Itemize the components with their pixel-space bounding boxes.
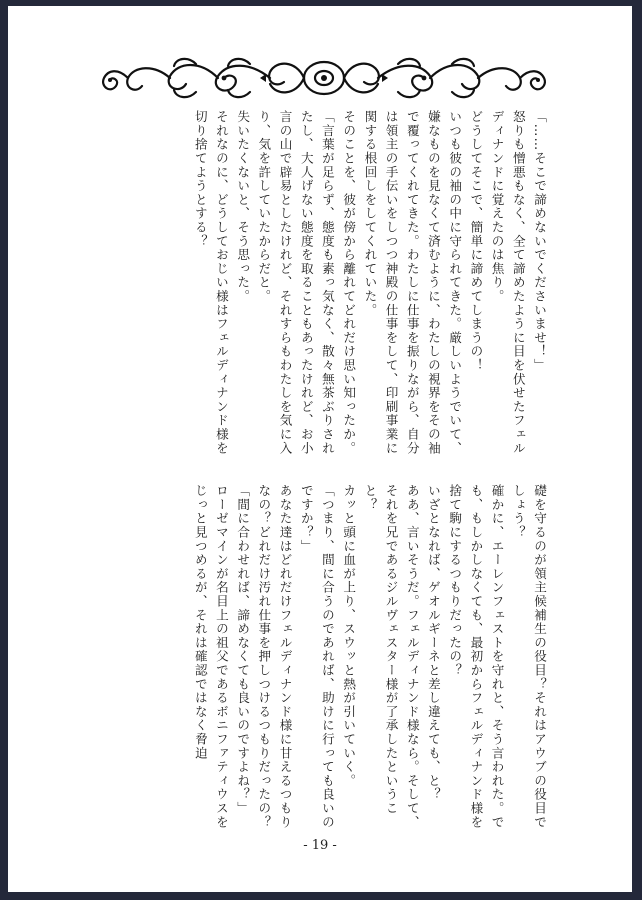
text-paragraph: 失いたくないと、そう思った。 [235,110,251,304]
text-paragraph: カッと頭に血が上り、スウッと熱が引いていく。 [341,484,357,788]
text-paragraph: ああ、言いそうだ。フェルディナンド様なら。そして、それを兄であるジルヴェスター様が了承したということ？ [362,484,420,829]
text-paragraph: 「言葉が足らず、態度も素っ気なく、散々無茶ぶりされたし、大人げない態度を取ることもあったけれど、お小言の山で辟易としたけれど、それすらもわたしを気に入り、気を許していたからだと。 [256,110,335,455]
text-paragraph: 怒りも憎悪もなく、全て諦めたように目を伏せたフェルディナンドに覚えたのは焦り。 [489,110,526,455]
lower-text-column [90,484,550,840]
text-paragraph: いざとなれば、ゲオルギーネと差し違えても、と？ [425,484,441,802]
text-paragraph: そのことを、彼が傍から離れてどれだけ思い知ったか。 [341,110,357,455]
upper-text-column [90,110,550,462]
book-page [8,6,632,892]
ornamental-header-divider [100,54,548,102]
text-paragraph: あなた達はどれだけフェルディナンド様に甘えるつもりなの？どれだけ汚れ仕事を押しつけるつもりだったの？ [256,484,293,829]
text-paragraph: 「……そこで諦めないでくださいませ！」 [532,110,547,373]
text-paragraph: どうしてそこで、簡単に諦めてしまうの！ [468,110,484,373]
text-paragraph: いつも彼の袖の中に守られてきた。厳しいようでいて、嫌なものを見なくて済むように、わたしの視界をその袖で覆ってくれてきた。わたしに仕事を振りながら、自分は領主の手伝いをしつつ神殿の仕事をして、印刷事業に関する根回しをしてくれていた。 [362,110,463,455]
text-paragraph: 「間に合わせれば、諦めなくても良いのですよね？」 [235,484,251,816]
text-paragraph: 確かに、エーレンフェストを守れと、そう言われた。でも、もしかしなくても、最初からフェルディナンド様を捨て駒にするつもりだったの？ [447,484,505,829]
text-paragraph: それなのに、どうしておじい様はフェルディナンド様を切り捨てようとする？ [192,110,229,455]
text-paragraph: 「つまり、間に合うのであれば、助けに行っても良いのですか？」 [298,484,335,829]
text-paragraph: 礎を守るのが領主候補生の役目？それはアウブの役目でしょう？ [510,484,547,829]
page-number: - 19 - [303,838,337,853]
text-paragraph: ローゼマインが名目上の祖父であるボニファティウスをじっと見つめるが、それは確認ではなく脅迫 [192,484,229,829]
